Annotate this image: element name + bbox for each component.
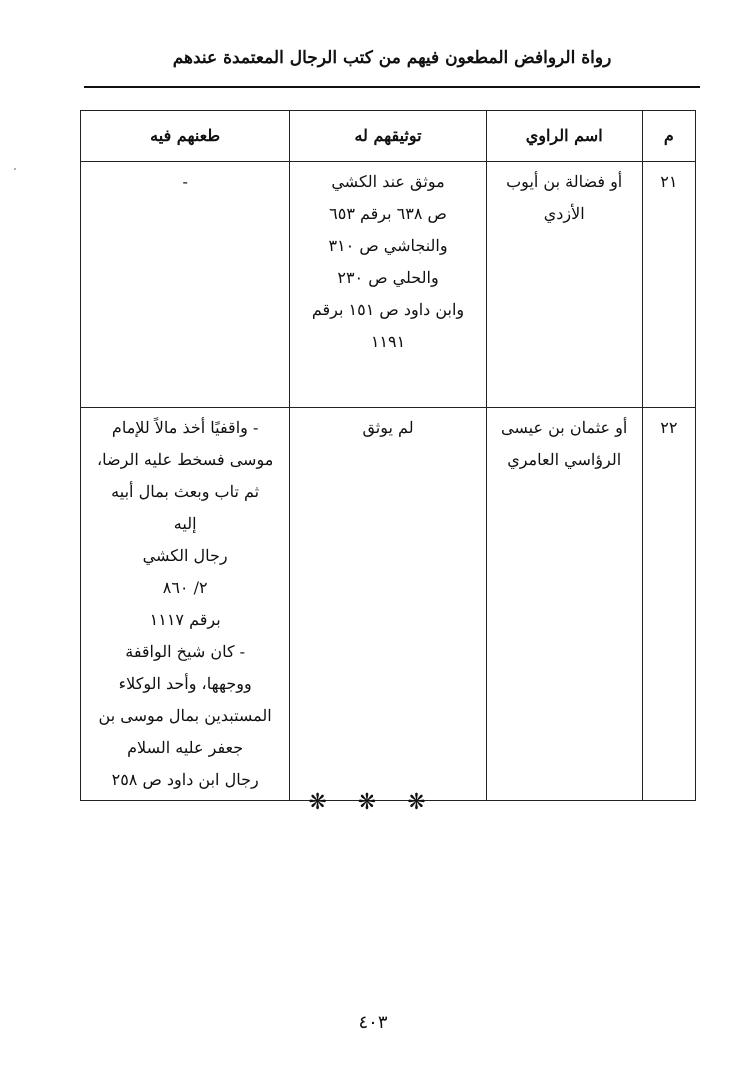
narrators-table — [80, 110, 696, 801]
trust-line: ص ٦٣٨ برقم ٦٥٣ — [329, 204, 447, 223]
criticism-line: - كان شيخ الواقفة — [125, 642, 246, 661]
narrator-name-line: الرؤاسي العامري — [507, 450, 622, 469]
criticism-line: ٢/ ٨٦٠ — [162, 578, 208, 597]
criticism-line: - — [182, 172, 188, 191]
trust-line: وابن داود ص ١٥١ برقم — [311, 300, 465, 319]
narrator-name — [486, 408, 642, 801]
row-number: ٢١ — [642, 162, 695, 408]
trust-line: والحلي ص ٢٣٠ — [337, 268, 439, 287]
table-header-row — [81, 111, 696, 162]
trust-line: والنجاشي ص ٣١٠ — [328, 236, 448, 255]
page-number: ٤٠٣ — [358, 1012, 388, 1033]
criticism-line: رجال الكشي — [142, 546, 228, 565]
table-row — [81, 408, 696, 801]
narrator-name-line: الأزدي — [543, 204, 585, 223]
running-header: رواة الروافض المطعون فيهم من كتب الرجال المعتمدة عندهم — [172, 48, 612, 68]
criticism-line: موسى فسخط عليه الرضا، — [97, 450, 274, 469]
column-header-num: م — [642, 111, 695, 162]
section-separator: ❋ ❋ ❋ — [308, 790, 438, 815]
criticism-cell — [81, 162, 290, 408]
trust-line: موثق عند الكشي — [331, 172, 445, 191]
header-rule — [84, 86, 700, 88]
trust-line: ١١٩١ — [370, 332, 406, 351]
trust-line: لم يوثق — [362, 418, 414, 437]
narrator-name-line: أو فضالة بن أيوب — [506, 172, 623, 191]
criticism-line: رجال ابن داود ص ٢٥٨ — [111, 770, 259, 789]
criticism-line: جعفر عليه السلام — [127, 738, 244, 757]
trust-cell — [290, 162, 486, 408]
criticism-line: ثم تاب وبعث بمال أبيه — [111, 482, 260, 501]
narrator-name-line: أو عثمان بن عيسى — [501, 418, 628, 437]
criticism-line: ووجهها، وأحد الوكلاء — [118, 674, 252, 693]
column-header-trust: توثيقهم له — [290, 111, 486, 162]
criticism-line: - واقفيًا أخذ مالاً للإمام — [111, 418, 259, 437]
table-row — [81, 162, 696, 408]
narrator-name — [486, 162, 642, 408]
trust-cell — [290, 408, 486, 801]
row-number: ٢٢ — [642, 408, 695, 801]
criticism-line: برقم ١١١٧ — [149, 610, 221, 629]
criticism-line: المستبدين بمال موسى بن — [98, 706, 272, 725]
criticism-line: إليه — [173, 514, 197, 533]
column-header-name: اسم الراوي — [486, 111, 642, 162]
margin-mark — [14, 168, 16, 170]
column-header-criticism: طعنهم فيه — [81, 111, 290, 162]
criticism-cell — [81, 408, 290, 801]
